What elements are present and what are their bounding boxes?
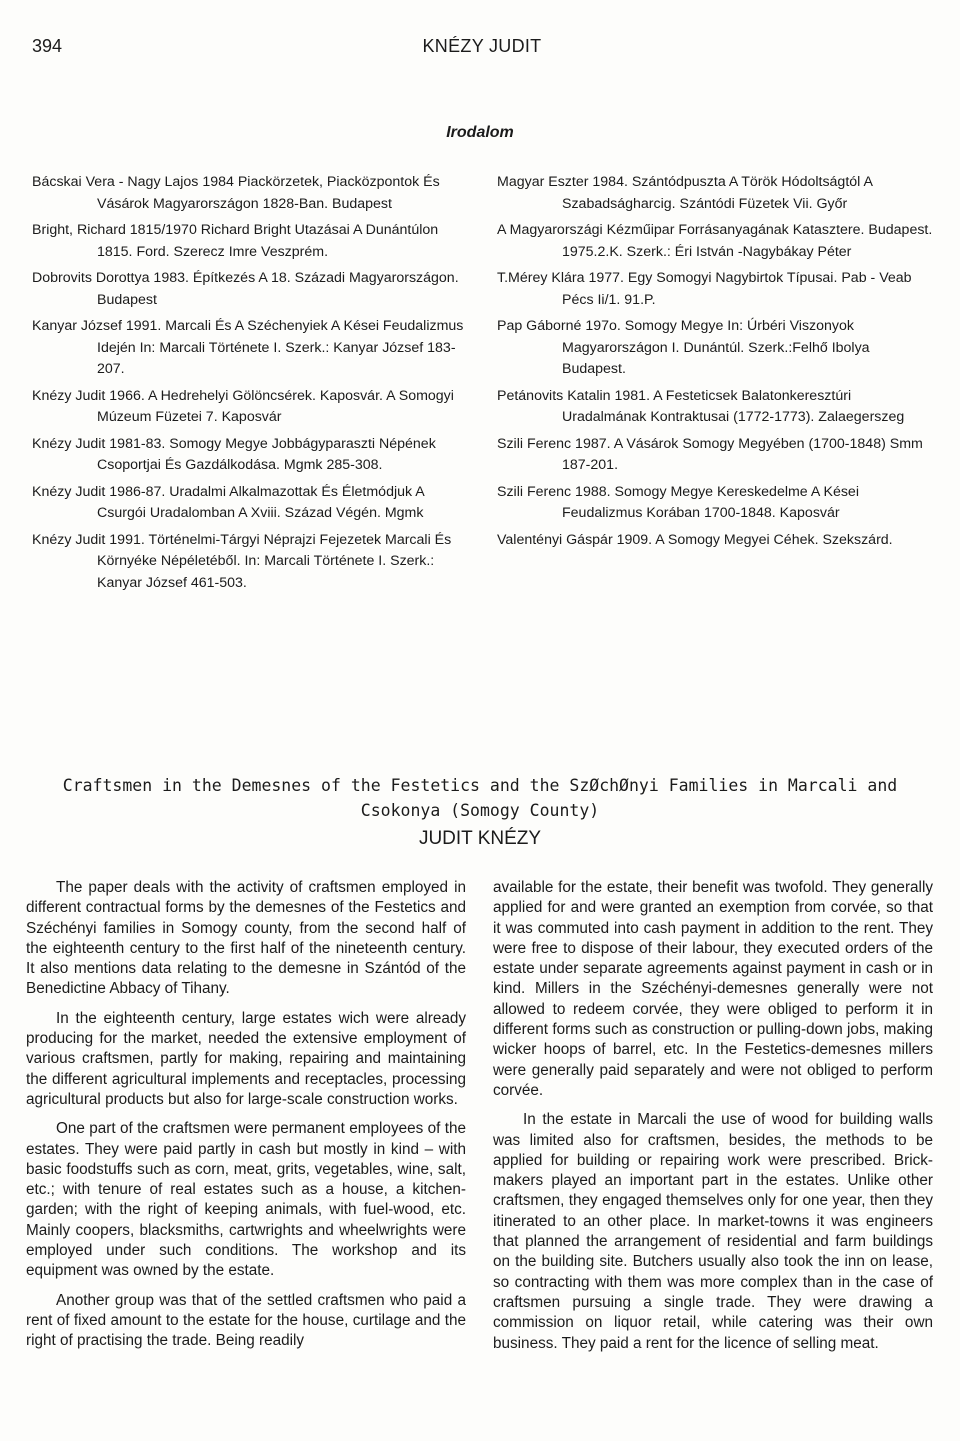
- bibliography-entry: A Magyarországi Kézműipar Forrásanyagának Katasztere. Budapest. 1975.2.K. Szerk.: Éri István -Nagybákay Péter: [497, 222, 933, 260]
- body-paragraph: In the estate in Marcali the use of wood for building walls was limited also for craftsmen, besides, the methods to be applied for building or repairing work were prescribed. Brick-makers played an important part in the estates. Unlike other craftsmen, they engaged themselves only for one year, then they itinerated to an other place. In market-towns it was engineers that planned the arrangement of residential and farm buildings on the building site. Butchers usually also took the inn on lease, so contracting with them was more complex than in the case of craftsmen pursuing a single trade. They were drawing a commission on liquor retail, while catering was their own business. They paid a rent for the licence of selling meat.: [493, 1111, 933, 1352]
- summary-right-column: [493, 878, 933, 1363]
- summary-left-column: [26, 878, 466, 1361]
- bibliography-entry: Knézy Judit 1981-83. Somogy Megye Jobbágyparaszti Népének Csoportjai És Gazdálkodása. Mgmk 285-308.: [32, 435, 436, 473]
- bibliography-entry: Pap Gáborné 197o. Somogy Megye In: Úrbéri Viszonyok Magyarországon I. Dunántúl. Szerk.:Felhő Ibolya Budapest.: [497, 318, 870, 377]
- bibliography-right-column: [497, 172, 937, 556]
- page-header: [32, 36, 932, 66]
- body-paragraph: available for the estate, their benefit was twofold. They generally applied for and were granted an exemption from corvée, so that it was commuted into cash payment in addition to the rent. They were free to dispose of their labour, they executed orders of the estate under separate agreements against payment in cash or in kind. Millers in the Széchényi-demesnes generally were not allowed to redeem corvée, they were obliged to perform it in different forms such as construction or pulling-down jobs, making wicker hoops of barrel, etc. In the Festetics-demesnes millers were generally paid separately and were not obliged to perform corvée.: [493, 879, 933, 1099]
- bibliography-entry: Szili Ferenc 1988. Somogy Megye Kereskedelme A Kései Feudalizmus Korában 1700-1848. Kaposvár: [497, 483, 859, 521]
- page-number: 394: [32, 36, 63, 56]
- bibliography-entry: Magyar Eszter 1984. Szántódpuszta A Török Hódoltságtól A Szabadságharcig. Szántódi Füzetek Vii. Győr: [497, 174, 873, 212]
- bibliography-entry: Bácskai Vera - Nagy Lajos 1984 Piackörzetek, Piacközpontok És Vásárok Magyarországon 1828-Ban. Budapest: [32, 174, 440, 212]
- summary-title: Craftsmen in the Demesnes of the Festetics and the SzØchØnyi Families in Marcali and Csokonya (Somogy County): [62, 776, 898, 820]
- summary-author: JUDIT KNÉZY: [418, 828, 542, 849]
- bibliography-entry: Knézy Judit 1991. Történelmi-Tárgyi Néprajzi Fejezetek Marcali És Környéke Népéletéből. In: Marcali Története I. Szerk.: Kanyar József 461-503.: [32, 531, 452, 591]
- bibliography-left-column: [32, 172, 472, 599]
- bibliography-entry: Petánovits Katalin 1981. A Festeticsek Balatonkeresztúri Uradalmának Kontraktusai (1772-1773). Zalaegerszeg: [497, 387, 905, 425]
- bibliography-title: Irodalom: [446, 124, 514, 141]
- bibliography-entry: Dobrovits Dorottya 1983. Építkezés A 18. Századi Magyarországon. Budapest: [32, 270, 459, 308]
- bibliography-entry: Knézy Judit 1986-87. Uradalmi Alkalmazottak És Életmódjuk A Csurgói Uradalomban A Xviii. Század Végén. Mgmk: [32, 483, 424, 521]
- bibliography-entry: T.Mérey Klára 1977. Egy Somogyi Nagybirtok Típusai. Pab - Veab Pécs Ii/1. 91.P.: [497, 270, 912, 308]
- bibliography-entry: Bright, Richard 1815/1970 Richard Bright Utazásai A Dunántúlon 1815. Ford. Szerecz Imre Veszprém.: [32, 222, 439, 260]
- body-paragraph: The paper deals with the activity of craftsmen employed in different contractual forms by the demesnes of the Festetics and Széchényi families in Somogy county, from the second half of the eighteenth century to the first half of the nineteenth century. It also mentions data relating to the demesne in Szántód of the Benedictine Abbacy of Tihany.: [26, 879, 466, 998]
- bibliography-entry: Szili Ferenc 1987. A Vásárok Somogy Megyében (1700-1848) Smm 187-201.: [497, 435, 923, 473]
- bibliography-entry: Valentényi Gáspár 1909. A Somogy Megyei Céhek. Szekszárd.: [497, 531, 893, 548]
- bibliography-entry: Knézy Judit 1966. A Hedrehelyi Gölöncsérek. Kaposvár. A Somogyi Múzeum Füzetei 7. Kaposvár: [32, 387, 454, 425]
- running-head: KNÉZY JUDIT: [422, 36, 542, 56]
- body-paragraph: In the eighteenth century, large estates wich were already producing for the market, needed the extensive employment of various craftsmen, partly for making, repairing and maintaining the different agricultural implements and receptacles, processing agricultural products but also for large-scale construction works.: [26, 1009, 466, 1108]
- body-paragraph: Another group was that of the settled craftsmen who paid a rent of fixed amount to the estate for the house, curtilage and the right of practising the trade. Being readily: [26, 1291, 466, 1350]
- bibliography-entry: Kanyar József 1991. Marcali És A Széchenyiek A Kései Feudalizmus Idején In: Marcali Története I. Szerk.: Kanyar József 183-207.: [32, 318, 464, 377]
- body-paragraph: One part of the craftsmen were permanent employees of the estates. They were paid partly in cash but mostly in kind – with basic foodstuffs such as corn, meat, grits, vegetables, wine, salt, etc.; with tenure of real estates such as a house, a kitchen-garden; with the right of keeping animals, with fuel-wood, etc. Mainly coopers, blacksmiths, cartwrights and wheelwrights were employed under such conditions. The workshop and its equipment was owned by the estate.: [26, 1120, 466, 1280]
